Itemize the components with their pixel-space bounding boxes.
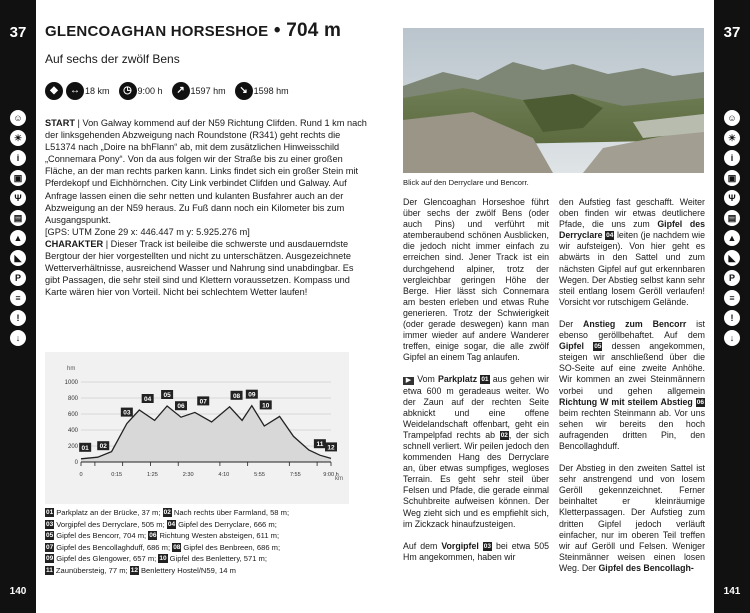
elevation-profile-svg — [45, 352, 349, 504]
right-icon-column — [724, 110, 740, 346]
p5-b: ist ebenso geröllbehaftet. Auf dem — [559, 318, 705, 341]
legend-badge-08: 08 — [173, 543, 181, 551]
warning-icon: ▲ — [10, 230, 26, 246]
y-tick-0: 0 — [74, 460, 78, 466]
character-text: | Dieser Track ist beileibe die schwerste und ausdauerndste Bergtour der hier vorgestellten und nicht zu unterschätzen. Ausgezeichnete Wetterverhältnisse, ausreichend Wasser und Nahrung sind unabdingbar. Es gibt Passagen, die sehr steil sind und Klettern voraussetzen. Kompass und Karte wären hier von Vorteil. Nicht bei schlechtem Wetter laufen! — [45, 238, 354, 298]
legend-text-08: Gipfel des Benbreen, 686 m; — [183, 542, 281, 552]
tour-subtitle: Auf sechs der zwölf Bens — [45, 52, 180, 66]
information-icon-2: ≡ — [724, 290, 740, 306]
text-column-2 — [559, 197, 705, 585]
paragraph-2 — [403, 374, 549, 529]
p2-c: , der sich schnell verliert. Wir peilen jedoch den kommenden Hang des Derryclare an, über etwas sumpfiges, wegloses Terrain. Es geht sehr steil über Felsen und Pfade, die gerade einmal Schuhbreite aufweisen können. Der Weg zieht sich und es empfiehlt sich, im Zickzack hinaufzusteigen. — [403, 429, 549, 529]
legend-badge-02: 02 — [163, 509, 171, 516]
stat-ascent — [172, 82, 226, 100]
time-label-2: 1:25 — [146, 472, 158, 478]
bus-icon: ▤ — [724, 210, 740, 226]
right-page — [375, 0, 714, 613]
p5-c: dessen angekommen, steigen wir anschließend über die SO-Seite auf eine zweite Anhöhe. Wir kommen an zwei Steinmännern vorbei und gehen allgemein — [559, 341, 706, 396]
legend-badge-01: 01 — [46, 509, 54, 516]
legend-text-05: Gipfel des Bencorr, 704 m; — [56, 531, 149, 541]
information-icon: i — [10, 150, 26, 166]
information-icon: i — [724, 150, 740, 166]
camera-icon: ▣ — [10, 170, 26, 186]
right-side-strip — [714, 0, 750, 613]
legend-text-02: Nach rechts über Farmland, 58 m; — [173, 508, 290, 517]
badge-03: 03 — [483, 542, 492, 550]
p6-a: Der Abstieg in den zweiten Sattel ist sehr anstrengend und von losem Geröll gekennzeichnet. Ferner beinhaltet er kleinräumige Kletterpassagen. Der Aufstieg zum dritten Gipfel jedoch verläuft einfacher, nur im oberen Teil treffen wir auf Geröll und Felsen. Weniger Steinmänner weisen einen losen Weg. Der — [559, 463, 705, 573]
time-label-3: 2:30 — [182, 472, 194, 478]
p3-b: bei etwa 505 Hm angekommen, haben wir — [403, 540, 549, 562]
y-unit-label: hm — [67, 366, 76, 372]
legend-text-12: Benlettery Hostel/N59, 14 m — [140, 565, 236, 575]
mountain-photo-illustration — [403, 28, 704, 173]
fork-knife-icon: Ψ — [10, 190, 26, 206]
y-tick-600: 600 — [67, 412, 78, 418]
p4-a: den Aufstieg fast geschafft. Weiter oben finden wir etwas deutlichere Pfade, die uns zum — [559, 197, 705, 230]
descent-icon: ↘ — [235, 82, 253, 100]
legend-text-07: Gipfel des Bencollaghduff, 686 m; — [56, 542, 173, 552]
legend-text-10: Gipfel des Benlettery, 571 m; — [169, 554, 267, 564]
legend-badge-06: 06 — [149, 532, 157, 540]
time-label-0: 0 — [79, 472, 83, 478]
ascent-value: 1597 hm — [190, 86, 226, 96]
waypoint-label-02: 02 — [99, 443, 107, 451]
p3-bold: Vorgipfel — [441, 540, 479, 551]
legend-badge-10: 10 — [159, 555, 167, 563]
text-column-1 — [403, 197, 549, 574]
tab-number-left: 37 — [9, 24, 27, 41]
photo-caption: Blick auf den Derryclare und Bencorr. — [403, 178, 529, 187]
gps-text: [GPS: UTM Zone 29 x: 446.447 m y: 5.925.276 m] — [45, 226, 250, 237]
waypoint-label-12: 12 — [327, 444, 335, 452]
time-label-5: 5:55 — [254, 472, 266, 478]
y-tick-1000: 1000 — [64, 380, 78, 386]
x-unit-label: km — [335, 476, 343, 482]
waypoint-label-06: 06 — [177, 403, 185, 411]
badge-06: 06 — [696, 398, 704, 406]
elevation-profile — [45, 352, 349, 504]
intro-text — [45, 117, 367, 298]
badge-01: 01 — [481, 376, 489, 384]
legend-text-03: Vorgipfel des Derryclare, 505 m; — [56, 519, 167, 529]
legend-badge-12: 12 — [130, 566, 138, 574]
p2-b: aus gehen wir etwa 600 m geradeaus weiter. Wo der Zaun auf der rechten Seite abknickt und eine offene Weidelandschaft offenbart, geht ein Trampelpfad rechts ab — [403, 374, 549, 440]
legend-badge-09: 09 — [46, 555, 54, 563]
arrow-right-icon: ▶ — [403, 377, 414, 385]
time-label-7: 9:00 h — [323, 472, 339, 478]
descent-value: 1598 hm — [253, 86, 289, 96]
stat-descent — [235, 82, 289, 100]
clock-icon: ◷ — [119, 82, 137, 100]
legend-text-06: Richtung Westen absteigen, 611 m; — [159, 531, 280, 541]
p5-bold2: Gipfel — [559, 341, 584, 352]
waypoint-label-11: 11 — [316, 441, 324, 449]
legend-text-04: Gipfel des Derryclare, 666 m; — [178, 519, 277, 529]
duration-value: 9:00 h — [137, 86, 163, 96]
p5-bold: Anstieg zum Bencorr — [583, 318, 687, 329]
time-label-6: 7:55 — [289, 472, 301, 478]
legend-text-11: Zaunübersteig, 77 m; — [55, 565, 130, 575]
badge-05: 05 — [594, 343, 602, 351]
legend-badge-11: 11 — [46, 566, 53, 574]
legend-badge-04: 04 — [167, 520, 176, 528]
stat-distance — [66, 82, 110, 100]
waypoint-label-04: 04 — [144, 396, 152, 403]
stat-duration — [119, 82, 163, 100]
y-tick-800: 800 — [67, 396, 78, 402]
y-tick-400: 400 — [67, 428, 78, 434]
tab-number-right: 37 — [723, 24, 741, 41]
legend-text-09: Gipfel des Glengower, 657 m; — [56, 554, 159, 564]
badge-02: 02 — [500, 431, 508, 439]
shoe-icon: ◣ — [10, 250, 26, 266]
page-number-right: 141 — [723, 586, 741, 597]
camera-icon: ▣ — [724, 170, 740, 186]
left-page — [36, 0, 375, 613]
difficulty-icon: ◆ — [45, 82, 63, 100]
p5-bold3: Richtung W mit steilem Abstieg — [559, 396, 693, 407]
paragraph-6 — [559, 463, 705, 574]
stats-row — [45, 82, 295, 100]
parking-icon: P — [10, 270, 26, 286]
waypoint-label-08: 08 — [232, 392, 241, 400]
shoe-icon: ◣ — [724, 250, 740, 266]
page-number-left: 140 — [9, 586, 27, 597]
paragraph-1: Der Glencoaghan Horseshoe führt über sechs der zwölf Bens (oder auch Pins) und verführt mit atemberaubend schönen Ausblicken, die jedoch nicht immer einfach zu erreichen sind. Jener Track ist ein durchgehend alpiner, trotz der vergleichbar geringen Höhe der Berge. Hier lässt sich Connemara am besten erleben und etwas Ruhe generieren. Trotz der Schwierigkeit (oder gerade deswegen) kann man immer wieder auf andere Wanderer treffen, einige sogar, die alle zwölf Gipfel an einem Tag anlaufen. — [403, 197, 549, 363]
walker-icon: ☺ — [724, 110, 740, 126]
p2-bold: Parkplatz — [437, 374, 478, 385]
tour-name: GLENCOAGHAN HORSESHOE — [45, 23, 269, 40]
p6-bold: Gipfel des Bencollagh- — [598, 562, 694, 573]
tour-height: • 704 m — [268, 20, 342, 41]
time-label-1: 0:15 — [111, 472, 123, 478]
paragraph-5 — [559, 319, 705, 452]
waypoint-label-05: 05 — [163, 392, 171, 399]
y-tick-200: 200 — [67, 444, 78, 450]
p3-a: Auf dem — [403, 540, 442, 551]
warning-icon-2: ! — [10, 310, 26, 326]
tour-title — [45, 20, 341, 42]
left-icon-column — [10, 110, 26, 346]
p2-a: Vom — [414, 374, 438, 385]
bus-icon: ▤ — [10, 210, 26, 226]
warning-icon: ▲ — [724, 230, 740, 246]
sun-icon: ☀ — [724, 130, 740, 146]
p5-a: Der — [559, 318, 584, 329]
waypoint-label-10: 10 — [262, 402, 270, 410]
waypoint-label-09: 09 — [248, 391, 256, 399]
information-icon-2: ≡ — [10, 290, 26, 306]
start-text: | Von Galway kommend auf der N59 Richtung Clifden. Rund 1 km nach der linksgehenden Abzweigung nach Roundstone (R341) geht rechts die L51374 nach „Doire na bhFlann“ ab, mit dem zusätzlichen Hinweisschild „Connemara Pony“. Von da aus folgen wir der Straße bis zu einer großen Fläche, an der man rechts parken kann. Links findet sich ein großer Stein mit Pferdekopf und Eichhörnchen. City Link verbindet Clifden und Galway. Auf Anfrage lassen einen die sehr netten und kulanten Busfahrer auch an der Abzweigung an der N59 heraus. Zu Fuß dann noch ein Kilometer bis zum Ausgangspunkt. — [45, 118, 367, 225]
paragraph-3 — [403, 541, 549, 563]
distance-icon: ↔ — [66, 82, 84, 100]
thermometer-icon: ↓ — [724, 330, 740, 346]
p4-bold: Gipfel des Derryclare — [559, 219, 705, 241]
start-label: START — [45, 118, 75, 128]
legend-badge-03: 03 — [46, 520, 54, 528]
warning-icon-2: ! — [724, 310, 740, 326]
badge-04: 04 — [606, 232, 614, 240]
legend-badge-07: 07 — [46, 543, 54, 551]
left-side-strip — [0, 0, 36, 613]
paragraph-4 — [559, 197, 705, 308]
distance-value: 18 km — [85, 86, 110, 96]
ascent-icon: ↗ — [172, 82, 190, 100]
p5-d: beim rechten Steinmann ab. Vor uns sehen wir bereits den hoch aufragenden dritten Pin, den Bencollaghduff. — [559, 407, 705, 451]
sun-icon: ☀ — [10, 130, 26, 146]
waypoint-label-07: 07 — [199, 398, 207, 406]
fork-knife-icon: Ψ — [724, 190, 740, 206]
walker-icon: ☺ — [10, 110, 26, 126]
legend-badge-05: 05 — [46, 532, 54, 540]
thermometer-icon: ↓ — [10, 330, 26, 346]
character-label: CHARAKTER — [45, 238, 104, 249]
time-label-4: 4:10 — [218, 472, 230, 478]
waypoint-label-01: 01 — [81, 444, 89, 452]
p4-b: leiten (je nachdem wie wir aufsteigen). Von hier geht es abwärts in den Sattel und zum nächsten Gipfel auf gut erkennbaren Wegen. Der Abstieg selbst kann sehr steil entlang losem Geröll verlaufen! Vorsicht vor rutschigem Gelände. — [559, 230, 705, 307]
waypoint-legend — [45, 507, 349, 577]
waypoint-label-03: 03 — [123, 409, 131, 417]
parking-icon: P — [724, 270, 740, 286]
landscape-photo — [403, 28, 704, 173]
legend-text-01: Parkplatz an der Brücke, 37 m; — [56, 508, 163, 517]
